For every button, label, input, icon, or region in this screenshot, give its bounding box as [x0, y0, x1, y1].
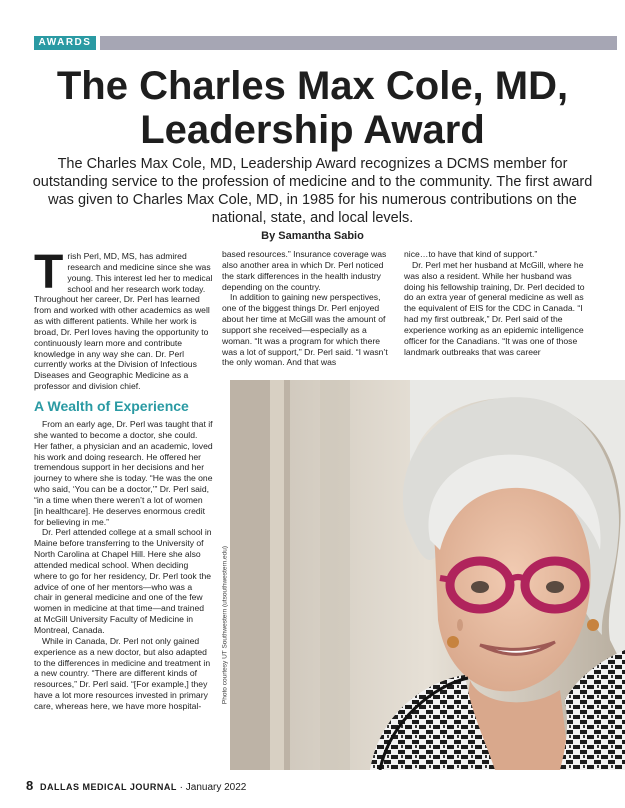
portrait-illustration: [230, 380, 625, 770]
column-3: [404, 249, 592, 377]
intro-text: rish Perl, MD, MS, has admired research and medicine since she was young. This interest led her to medical school and her research work today. Throughout her career, Dr. Perl has learned from and worked with other academics as well as with different patients. While her work is broad, Dr. Perl loves having the opportunity to continuously learn more and contribute knowledge in any way she can. Dr. Perl currently works at the Division of Infectious Diseases and Geographic Medicine as a professor and division chief.: [34, 251, 213, 392]
banner-bar: [100, 36, 617, 50]
byline: By Samantha Sabio: [261, 230, 364, 242]
body-paragraph: Dr. Perl met her husband at McGill, where he was also a resident. While her husband was doing his fellowship training, Dr. Perl decided to do an extra year of general medicine as well as the equivalent of EIS for the CDC in Canada. “I had my first outbreak,” Dr. Perl said of the experience working as an epidemic intelligence officer for the Canadians. “It was one of those landmark outbreaks that was career: [404, 259, 585, 357]
issue-date: January 2022: [185, 782, 247, 793]
intro-paragraph: [34, 251, 213, 392]
body-paragraph: In addition to gaining new perspectives, one of the biggest things Dr. Perl enjoyed about her time at McGill was the amount of support she received—especially as a woman. “It was a program for which there was a lot of support,” Dr. Perl said. “I wasn’t the only woman. And that was: [222, 292, 388, 368]
article-dek: The Charles Max Cole, MD, Leadership Award recognizes a DCMS member for outstanding service to the profession of medicine and to the community. The first award was given to Charles Max Cole, MD, in 1985 for his numerous contributions on the national, state, and local levels.: [32, 156, 593, 226]
body-paragraph: based resources.” Insurance coverage was also another area in which Dr. Perl noticed the stark differences in the health industry depending on the country.: [222, 249, 387, 292]
subheading: A Wealth of Experience: [34, 397, 189, 414]
section-tag: AWARDS: [34, 36, 96, 50]
portrait-photo: [230, 380, 625, 770]
publication-name: DALLAS MEDICAL JOURNAL: [40, 782, 177, 792]
body-paragraph: While in Canada, Dr. Perl not only gained experience as a new doctor, but also adapted to the differences in medicine and treatment in a new country. “There are different kinds of resources,” Dr. Perl said. “[For example,] they have a lot more resources invested in primary care, whereas here, we have more hospital-: [34, 635, 211, 711]
photo-credit-text: Photo courtesy UT Southwestern (utsouthwestern.edu): [221, 545, 229, 705]
footer-separator: ·: [179, 782, 183, 793]
article-title: The Charles Max Cole, MD, Leadership Award: [56, 64, 569, 152]
body-paragraph: nice…to have that kind of support.”: [404, 249, 538, 259]
body-paragraph: Dr. Perl attended college at a small school in Maine before transferring to the University of North Carolina at Chapel Hill. Here she also attended medical school. When deciding where to go for her residency, Dr. Perl took the advice of one of her mentors—who was a chair in general medicine and one of the few women in medicine at that time—and trained at McGill University Faculty of Medicine in Montreal, Canada.: [34, 527, 212, 635]
drop-cap: T: [34, 251, 64, 299]
column-1: [34, 251, 213, 771]
body-paragraph: From an early age, Dr. Perl was taught that if she wanted to become a doctor, she could. Her father, a physician and an academic, loved his work and doing research. He offered her tremendous support in her decisions and her journey to where she is today. “He was the one who said, ‘You can be a doctor,’” Dr. Perl said, “in a time when there weren’t a lot of women [in healthcare]. He deserves enormous credit for believing in me.”: [34, 418, 213, 527]
photo-credit: [220, 500, 230, 750]
page-footer: [26, 778, 246, 793]
page-number: 8: [26, 778, 34, 793]
column-2: [222, 249, 396, 377]
section-banner: [34, 36, 617, 50]
